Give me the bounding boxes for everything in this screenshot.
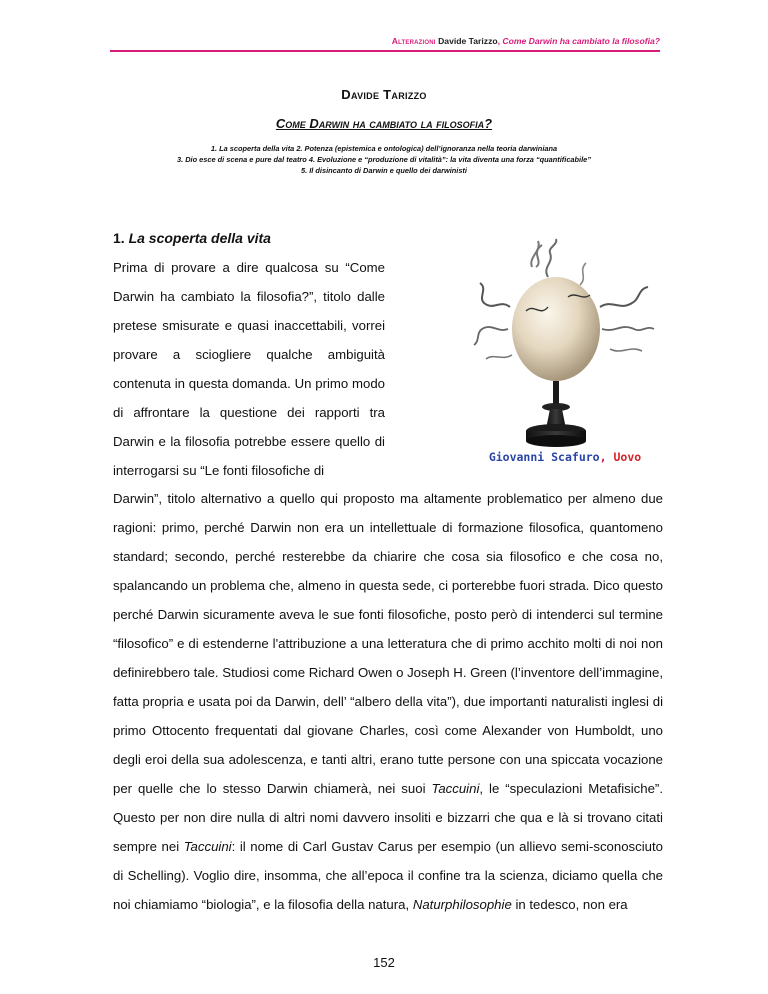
body-emphasis: Taccuini: [431, 781, 480, 796]
body-text: , le “speculazioni Metafisiche”. Questo per non dire nulla di altri nomi davvero insoliti e bizzarri che qua e là si trovano citati sempre nei: [113, 781, 663, 854]
body-emphasis: Naturphilosophie: [412, 897, 512, 912]
caption-work-title: Uovo: [613, 450, 642, 464]
egg-sculpture-illustration: [470, 237, 660, 467]
article-author: Davide Tarizzo: [341, 87, 427, 102]
caption-comma: ,: [599, 450, 607, 464]
journal-name: Alterazioni: [391, 36, 436, 46]
body-emphasis: Taccuini: [183, 839, 232, 854]
caption-artist: Giovanni Scafuro: [488, 450, 600, 464]
running-header: [110, 36, 660, 52]
section-heading: [113, 230, 271, 246]
body-text: Darwin”, titolo alternativo a quello qui proposto ma altamente problematico per almeno due ragioni: primo, perché Darwin non era un intellettuale di formazione filosofica, quantomeno standard; secondo, perché resterebbe da chiarire che cosa sia filosofico e che cosa no, spalancando un problema che, almeno in questa sede, ci porterebbe fuori strada. Dico questo perché Darwin sicuramente aveva le sue fonti filosofiche, posto però di intenderci sul termine “filosofico” e di estenderne l'attribuzione a una letteratura che di primo acchito molti di noi non definirebbero tale. Studiosi come Richard Owen o Joseph H. Green (l’inventore dell’immagine, fatta propria e usata poi da Darwin, dell’ “albero della vita”), due importanti naturalisti inglesi di primo Ottocento frequentati dal giovane Charles, così come Alexander von Humboldt, uno degli eroi della sua adolescenza, e tanti altri, erano tutte persone con una spiccata vocazione per quelle che lo stesso Darwin chiamerà, nei suoi: [113, 491, 663, 796]
page-number: 152: [373, 955, 395, 970]
toc-line: 3. Dio esce di scena e pure dal teatro 4. Evoluzione e “produzione di vitalità”: la vita diventa una forza “quantificabile”: [177, 155, 591, 164]
header-article-title: Come Darwin ha cambiato la filosofia?: [502, 36, 660, 46]
egg-artwork-image: [470, 237, 660, 467]
body-text: : il nome di Carl Gustav Carus per esempio (un allievo semi-sconosciuto di Schelling). Voglio dire, insomma, che all’epoca il confine tra la scienza, diciamo quella che noi chiamiamo “biologia”, e la filosofia della natura,: [113, 839, 663, 912]
header-comma: ,: [497, 36, 501, 46]
body-text: in tedesco, non era: [511, 897, 628, 912]
intro-paragraph: Prima di provare a dire qualcosa su “Come Darwin ha cambiato la filosofia?”, titolo dalle pretese smisurate e quasi inaccettabili, vorrei provare a sciogliere qualche ambiguità contenuta in questa domanda. Un primo modo di affrontare la questione dei rapporti tra Darwin e la filosofia potrebbe essere quello di interrogarsi su “Le fonti filosofiche di: [113, 260, 385, 478]
toc-line: 5. Il disincanto di Darwin e quello dei darwinisti: [301, 166, 467, 175]
header-author: Davide Tarizzo: [438, 36, 498, 46]
toc-line: 1. La scoperta della vita 2. Potenza (epistemica e ontologica) dell’ignoranza nella teoria darwiniana: [210, 144, 558, 153]
figure-caption: [465, 450, 665, 464]
table-of-contents: [80, 143, 688, 176]
article-title: Come Darwin ha cambiato la filosofia?: [275, 116, 493, 131]
section-title: La scoperta della vita: [128, 230, 271, 246]
body-paragraph: [113, 484, 663, 919]
section-number: 1.: [113, 230, 129, 246]
